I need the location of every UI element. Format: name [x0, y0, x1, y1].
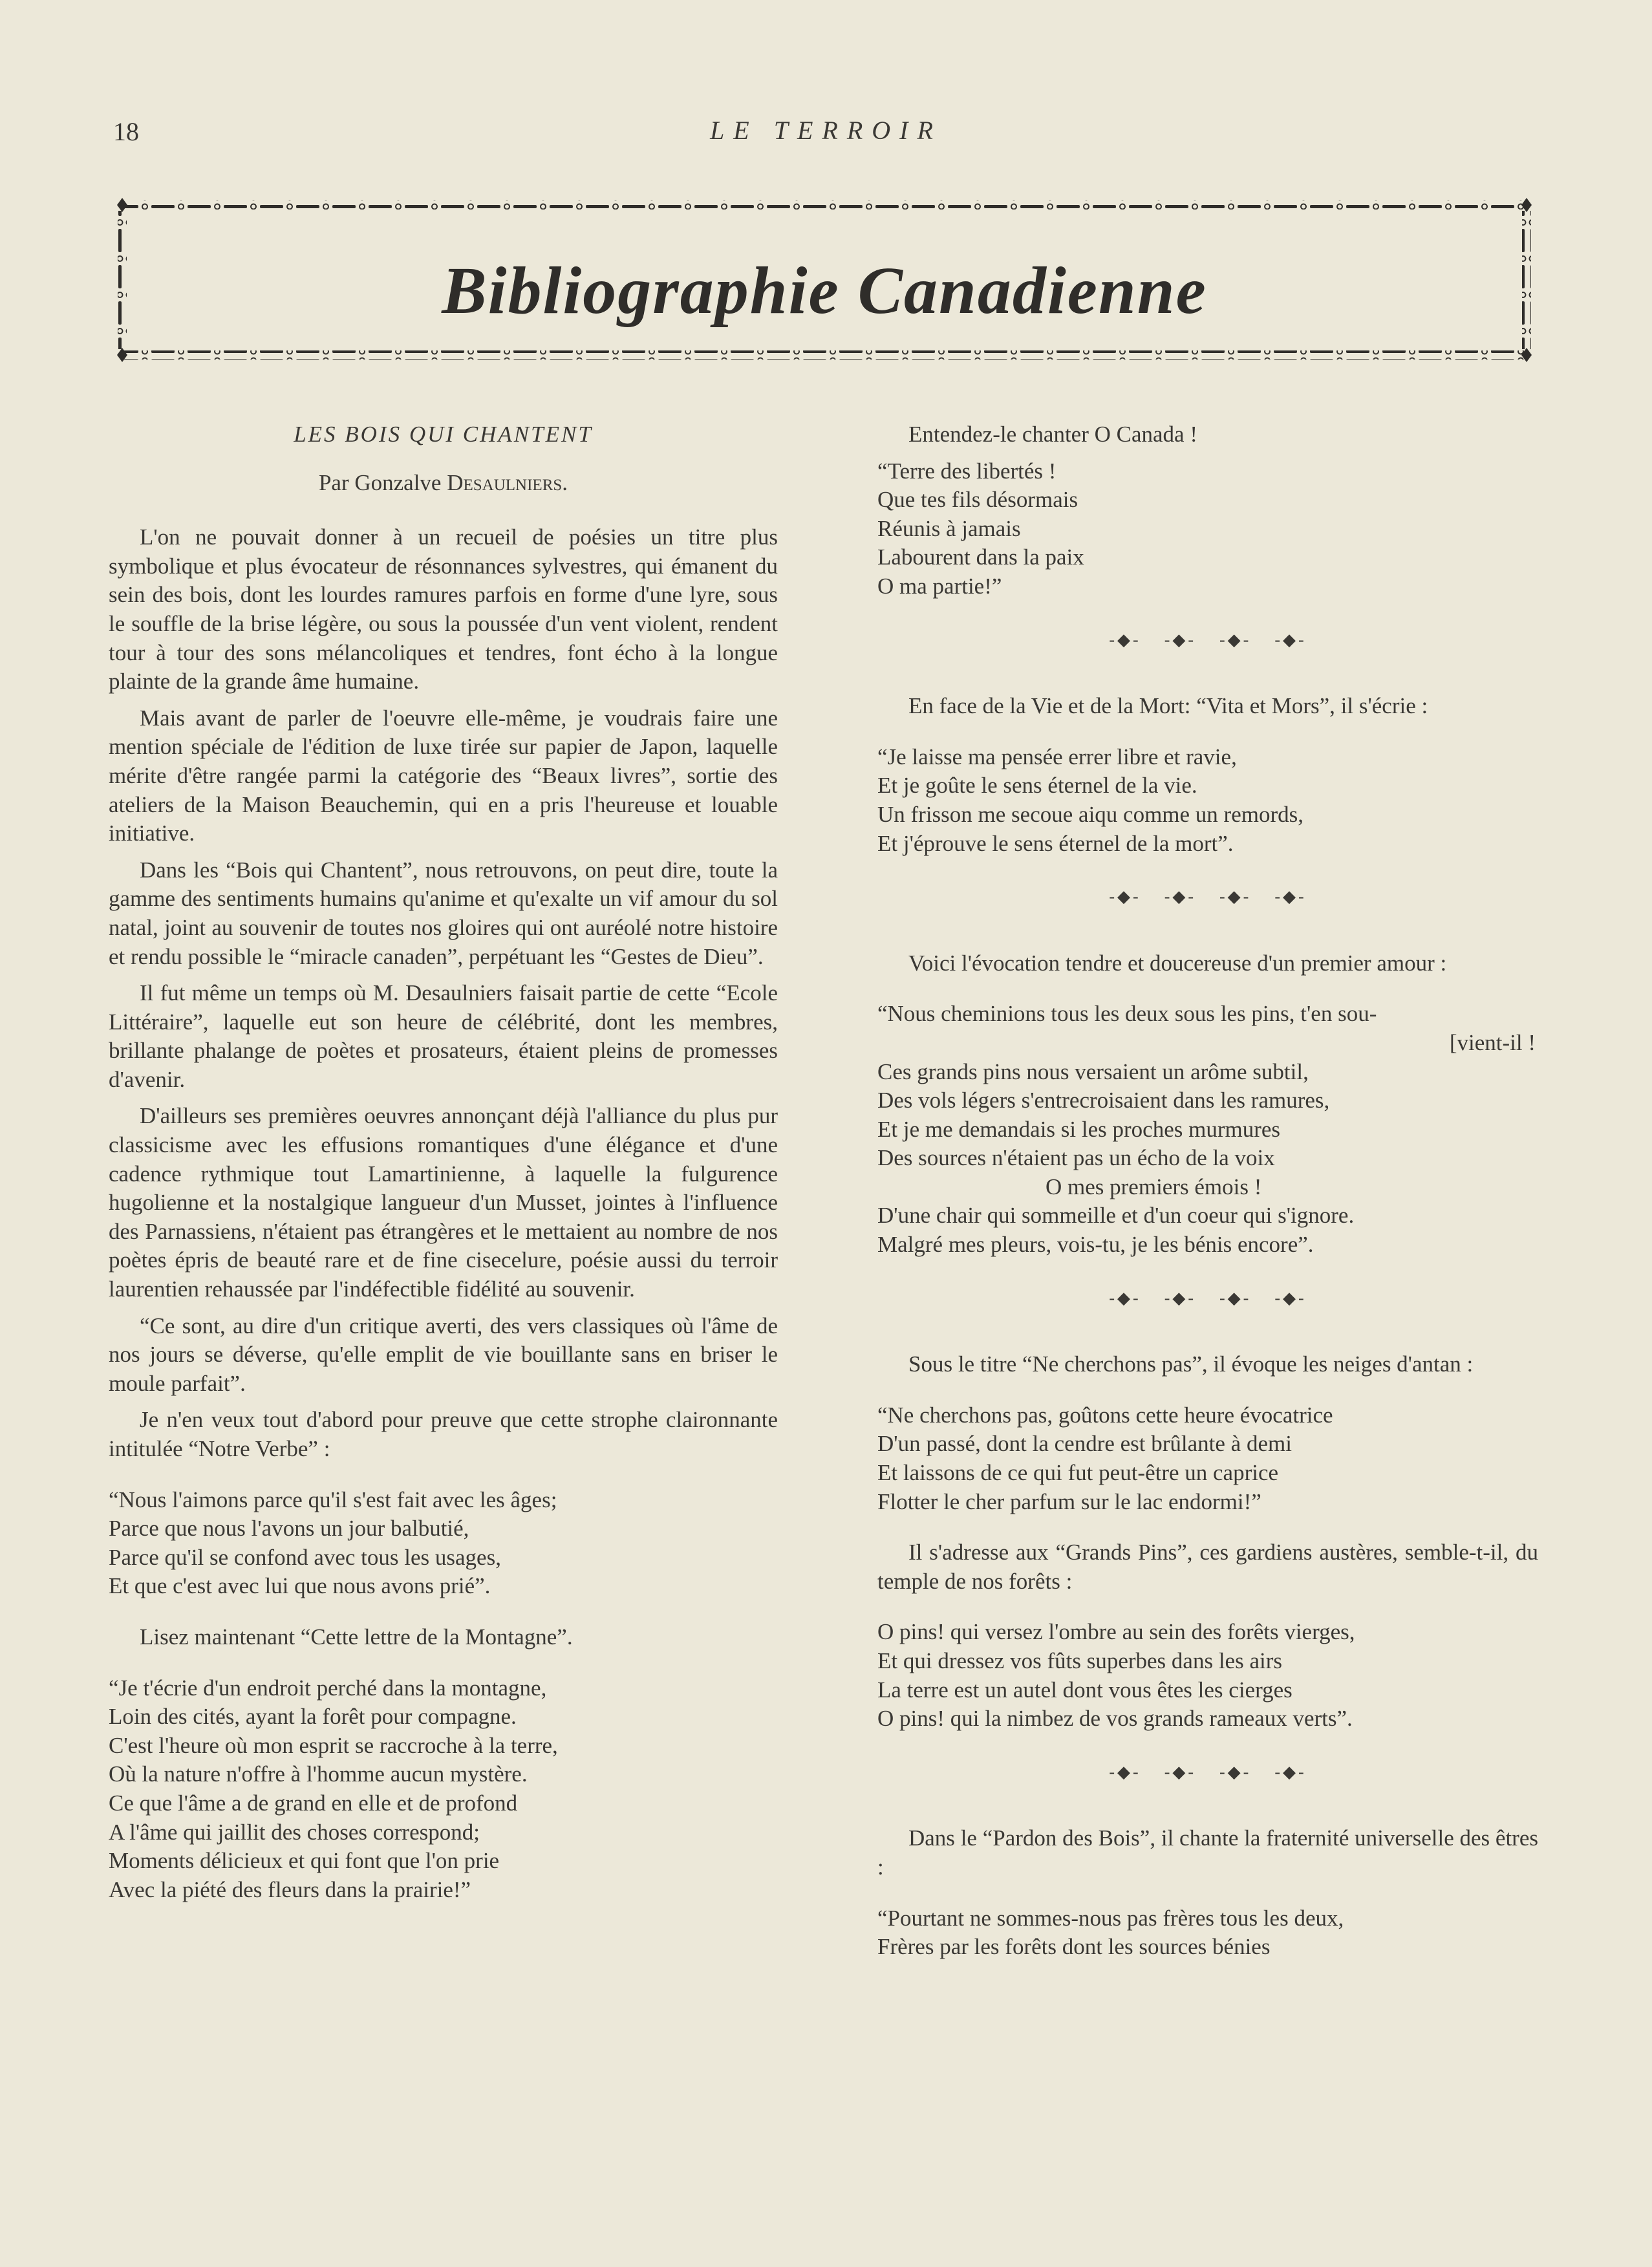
paragraph: Mais avant de parler de l'oeuvre elle-même, je voudrais faire une mention spéciale de l'édition de luxe tirée sur papier de Japon, laquelle mérite d'être rangée parmi la catégorie des “Beaux livres”, sortie des ateliers de la Maison Beauchemin, qui en a pris l'heureuse et louable initiative. [109, 705, 778, 846]
verse-line: La terre est un autel dont vous êtes les cierges [877, 1677, 1293, 1703]
verse-line: O ma partie!” [877, 573, 1002, 599]
verse-line: Et laissons de ce qui fut peut-être un caprice [877, 1460, 1279, 1486]
verse-line: Parce que nous l'avons un jour balbutié, [109, 1516, 469, 1542]
paragraph: L'on ne pouvait donner à un recueil de poésies un titre plus symbolique et plus évocateur de résonnances sylvestres, qui émanent du sein des bois, dont les lourdes ramures parfois en forme d'une lyre, sous le souffle de la brise légère, ou sous la poussée d'un vent violent, rendent tour à tour des sons mélancoliques et tendres, font écho à la longue plainte de la grande âme humaine. [109, 524, 778, 694]
verse-line: Labourent dans la paix [877, 544, 1084, 570]
verse-line: D'un passé, dont la cendre est brûlante à demi [877, 1431, 1292, 1457]
verse-line: “Nous l'aimons parce qu'il s'est fait avec les âges; [109, 1487, 557, 1512]
verse-notre-verbe [109, 1486, 778, 1601]
verse-line: “Ne cherchons pas, goûtons cette heure évocatrice [877, 1402, 1333, 1428]
verse-vita-et-mors [877, 743, 1538, 858]
section-divider-ornament: -◆- -◆- -◆- -◆- [1109, 630, 1307, 649]
verse-line: Moments délicieux et qui font que l'on prie [109, 1848, 500, 1874]
verse-line: “Terre des libertés ! [877, 458, 1057, 484]
verse-line: Un frisson me secoue aiqu comme un remords, [877, 801, 1304, 827]
verse-line: O pins! qui la nimbez de vos grands rameaux verts”. [877, 1706, 1353, 1732]
verse-line: C'est l'heure où mon esprit se raccroche à la terre, [109, 1732, 558, 1758]
paragraph: Dans les “Bois qui Chantent”, nous retrouvons, on peut dire, toute la gamme des sentiments humains qu'anime et qu'exalte un vif amour du sol natal, joint au souvenir de toutes nos gloires qui ont auréolé notre histoire et rendu possible le “miracle canaden”, perpétuant les “Gestes de Dieu”. [109, 857, 778, 969]
verse-lettre-montagne [109, 1674, 778, 1905]
verse-premier-amour [877, 1000, 1538, 1259]
paragraph: Je n'en veux tout d'abord pour preuve que cette strophe claironnante intitulée “Notre Verbe” : [109, 1407, 778, 1461]
verse-grands-pins [877, 1618, 1538, 1733]
page-number: 18 [113, 117, 139, 146]
paragraph: Lisez maintenant “Cette lettre de la Montagne”. [140, 1624, 573, 1649]
paragraph: Entendez-le chanter O Canada ! [908, 422, 1197, 447]
verse-line: Réunis à jamais [877, 515, 1021, 541]
verse-line: Et je me demandais si les proches murmures [877, 1116, 1281, 1142]
verse-line: “Nous cheminions tous les deux sous les pins, t'en sou- [877, 1001, 1377, 1027]
verse-line: Flotter le cher parfum sur le lac endormi!” [877, 1488, 1261, 1514]
verse-line: Et qui dressez vos fûts superbes dans les airs [877, 1648, 1282, 1673]
verse-ne-cherchons-pas [877, 1401, 1538, 1516]
left-column [109, 420, 778, 1904]
byline [109, 469, 778, 498]
verse-line: Et j'éprouve le sens éternel de la mort”. [877, 830, 1234, 856]
verse-line: “Je laisse ma pensée errer libre et ravie, [877, 744, 1237, 769]
section-divider-ornament: -◆- -◆- -◆- -◆- [1109, 1288, 1307, 1307]
verse-line: “Je t'écrie d'un endroit perché dans la montagne, [109, 1675, 547, 1701]
running-head: LE TERROIR [710, 116, 942, 145]
verse-line: O pins! qui versez l'ombre au sein des forêts vierges, [877, 1619, 1355, 1645]
verse-line: Ce que l'âme a de grand en elle et de profond [109, 1790, 518, 1816]
verse-line: Que tes fils désormais [877, 487, 1078, 513]
section-divider-ornament: -◆- -◆- -◆- -◆- [1109, 1762, 1307, 1781]
verse-line: O mes premiers émois ! [1046, 1174, 1262, 1199]
verse-line: Des sources n'étaient pas un écho de la voix [877, 1145, 1275, 1171]
verse-line: A l'âme qui jaillit des choses correspond; [109, 1819, 480, 1845]
verse-o-canada [877, 457, 1538, 601]
verse-line: Ces grands pins nous versaient un arôme subtil, [877, 1058, 1309, 1084]
title-frame [115, 193, 1534, 367]
verse-line: Malgré mes pleurs, vois-tu, je les bénis encore”. [877, 1232, 1314, 1258]
verse-pardon-des-bois [877, 1904, 1538, 1962]
paragraph: Il s'adresse aux “Grands Pins”, ces gardiens austères, semble-t-il, du temple de nos forêts : [877, 1540, 1538, 1594]
verse-line: Et je goûte le sens éternel de la vie. [877, 773, 1197, 799]
verse-line: Frères par les forêts dont les sources bénies [877, 1934, 1271, 1960]
verse-line: Avec la piété des fleurs dans la prairie!” [109, 1876, 471, 1902]
verse-line: Loin des cités, ayant la forêt pour compagne. [109, 1704, 517, 1730]
paragraph: Voici l'évocation tendre et doucereuse d'un premier amour : [908, 950, 1447, 976]
paragraph: Dans le “Pardon des Bois”, il chante la fraternité universelle des êtres : [877, 1825, 1538, 1880]
verse-line-continuation: [vient-il ! [1449, 1029, 1536, 1055]
section-divider-ornament: -◆- -◆- -◆- -◆- [1109, 887, 1307, 907]
verse-line: Parce qu'il se confond avec tous les usages, [109, 1544, 501, 1570]
verse-line: Et que c'est avec lui que nous avons prié”. [109, 1573, 491, 1599]
paragraph: “Ce sont, au dire d'un critique averti, des vers classiques où l'âme de nos jours se déverse, qu'elle emplit de vie bouillante sans en briser le moule parfait”. [109, 1313, 778, 1396]
paragraph: Il fut même un temps où M. Desaulniers faisait partie de cette “Ecole Littéraire”, laquelle eut son heure de célébrité, dont les membres, brillante phalange de poètes et prosateurs, étaient pleins de promesses d'avenir. [109, 980, 778, 1092]
byline-author: Desaulniers. [447, 469, 568, 495]
byline-prefix: Par Gonzalve [318, 469, 442, 495]
paragraph: En face de la Vie et de la Mort: “Vita et Mors”, il s'écrie : [908, 693, 1428, 719]
right-column [877, 420, 1538, 1962]
verse-line: D'une chair qui sommeille et d'un coeur qui s'ignore. [877, 1203, 1355, 1229]
paragraph: D'ailleurs ses premières oeuvres annonçant déjà l'alliance du plus pur classicisme avec les effusions romantiques d'une élégance et d'une cadence rythmique tout Lamartinienne, à laquelle la fulgurence hugolienne et la nostalgique langueur d'un Musset, jointes à l'influence des Parnassiens, n'étaient pas étrangères et le mettaient au nombre de nos poètes épris de beauté rare et de fine cisecelure, poésie aussi du terroir laurentien rehaussée par l'indéfectible fidélité au souvenir. [109, 1103, 778, 1302]
verse-line: “Pourtant ne sommes-nous pas frères tous les deux, [877, 1905, 1344, 1931]
section-title: Bibliographie Canadienne [442, 253, 1207, 328]
paragraph: Sous le titre “Ne cherchons pas”, il évoque les neiges d'antan : [908, 1351, 1474, 1377]
verse-line: Où la nature n'offre à l'homme aucun mystère. [109, 1761, 528, 1787]
verse-line: Des vols légers s'entrecroisaient dans les ramures, [877, 1088, 1330, 1113]
article-title: LES BOIS QUI CHANTENT [294, 422, 593, 447]
